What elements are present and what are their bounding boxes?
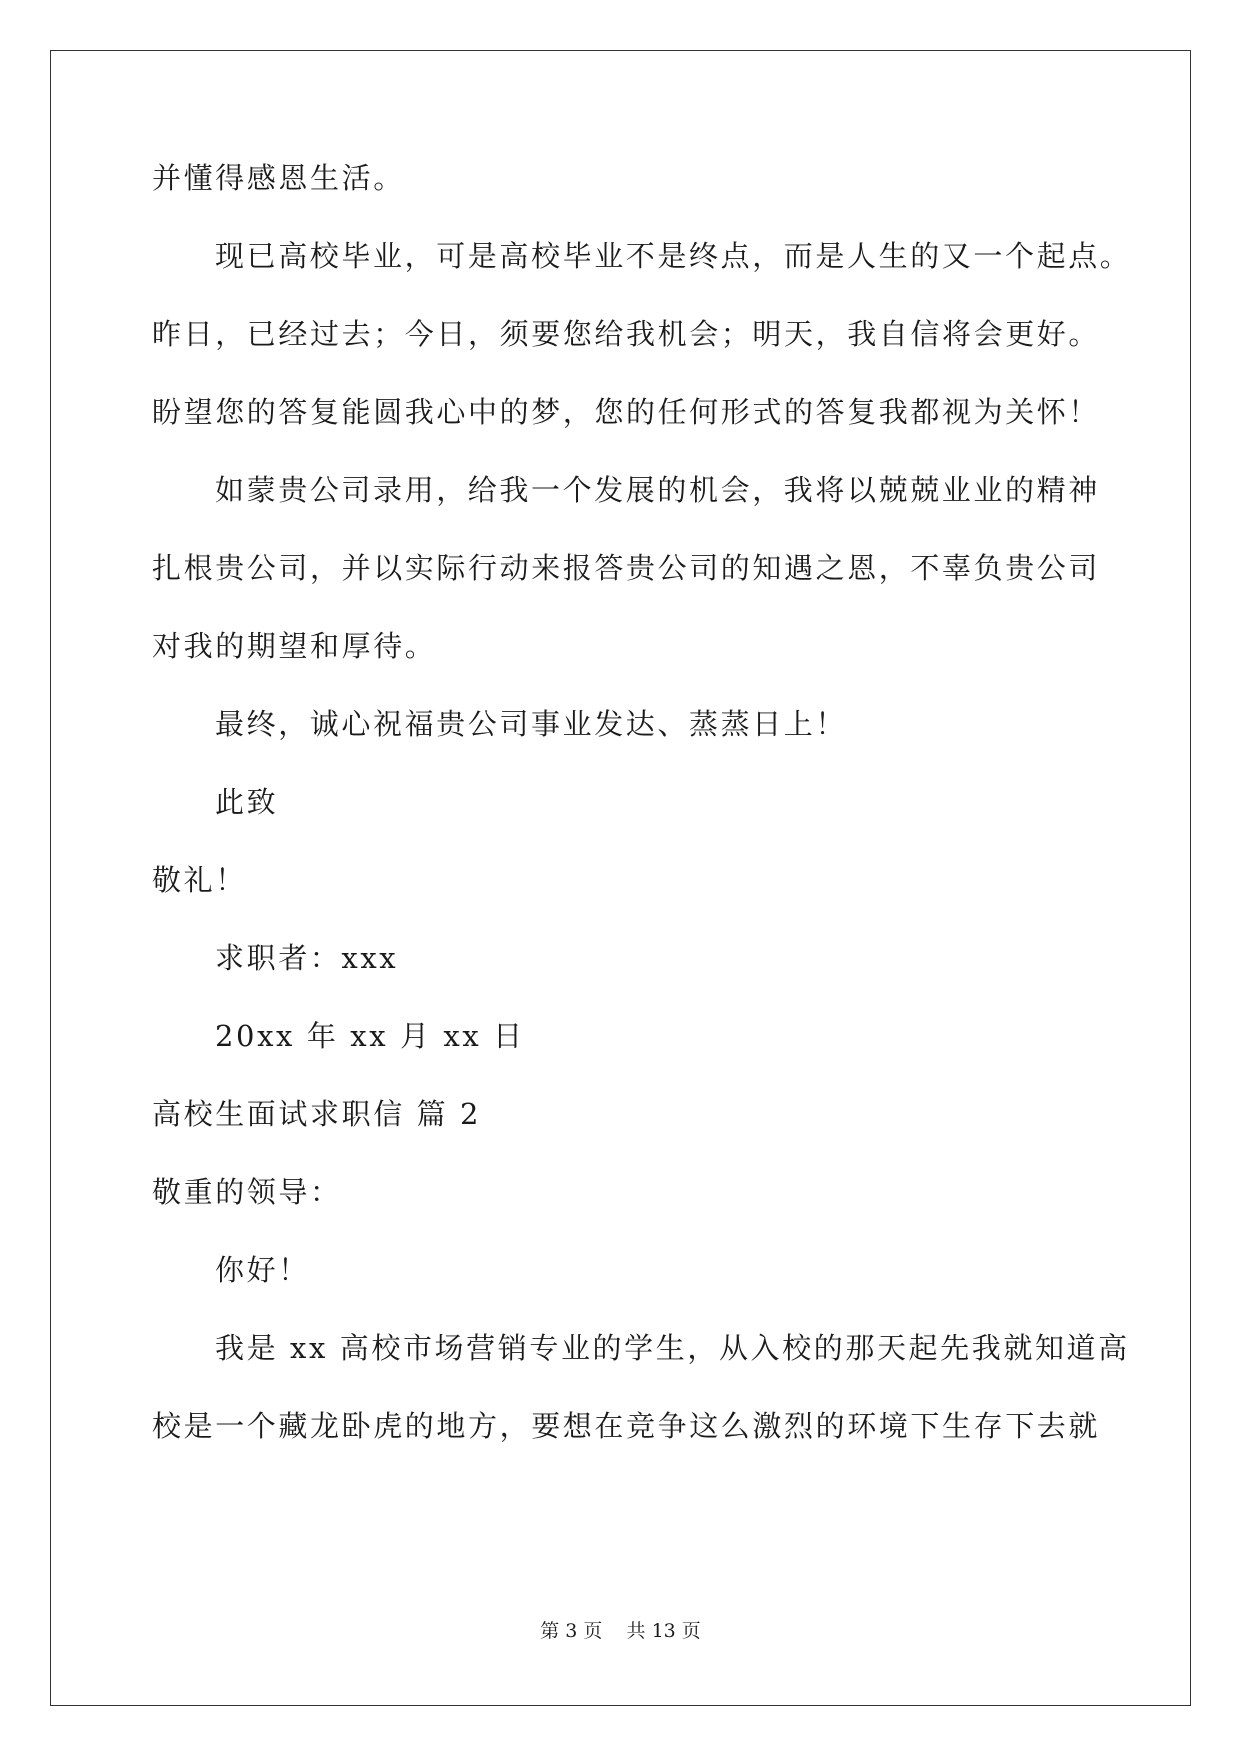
text-line: 如蒙贵公司录用，给我一个发展的机会，我将以兢兢业业的精神 — [215, 473, 1100, 507]
text-line: 现已高校毕业，可是高校毕业不是终点，而是人生的又一个起点。 — [215, 239, 1132, 273]
text-line: 我是 xx 高校市场营销专业的学生，从入校的那天起先我就知道高 — [215, 1331, 1130, 1365]
text-line: 求职者：xxx — [215, 941, 399, 975]
text-line: 敬重的领导： — [152, 1175, 342, 1209]
text-line: 你好！ — [215, 1253, 310, 1287]
text-line: 最终，诚心祝福贵公司事业发达、蒸蒸日上！ — [215, 707, 848, 741]
text-line: 此致 — [215, 785, 279, 819]
text-line: 扎根贵公司，并以实际行动来报答贵公司的知遇之恩，不辜负贵公司 — [152, 551, 1101, 585]
page-number: 第 3 页 共 13 页 — [540, 1620, 701, 1642]
text-line: 并懂得感恩生活。 — [152, 161, 405, 195]
text-line: 校是一个藏龙卧虎的地方，要想在竞争这么激烈的环境下生存下去就 — [152, 1409, 1101, 1443]
text-line: 20xx 年 xx 月 xx 日 — [215, 1019, 525, 1053]
text-line: 昨日，已经过去；今日，须要您给我机会；明天，我自信将会更好。 — [152, 317, 1101, 351]
text-line: 盼望您的答复能圆我心中的梦，您的任何形式的答复我都视为关怀！ — [152, 395, 1101, 429]
text-line: 敬礼！ — [152, 863, 247, 897]
text-line: 对我的期望和厚待。 — [152, 629, 437, 663]
section-heading: 高校生面试求职信 篇 2 — [152, 1097, 482, 1131]
